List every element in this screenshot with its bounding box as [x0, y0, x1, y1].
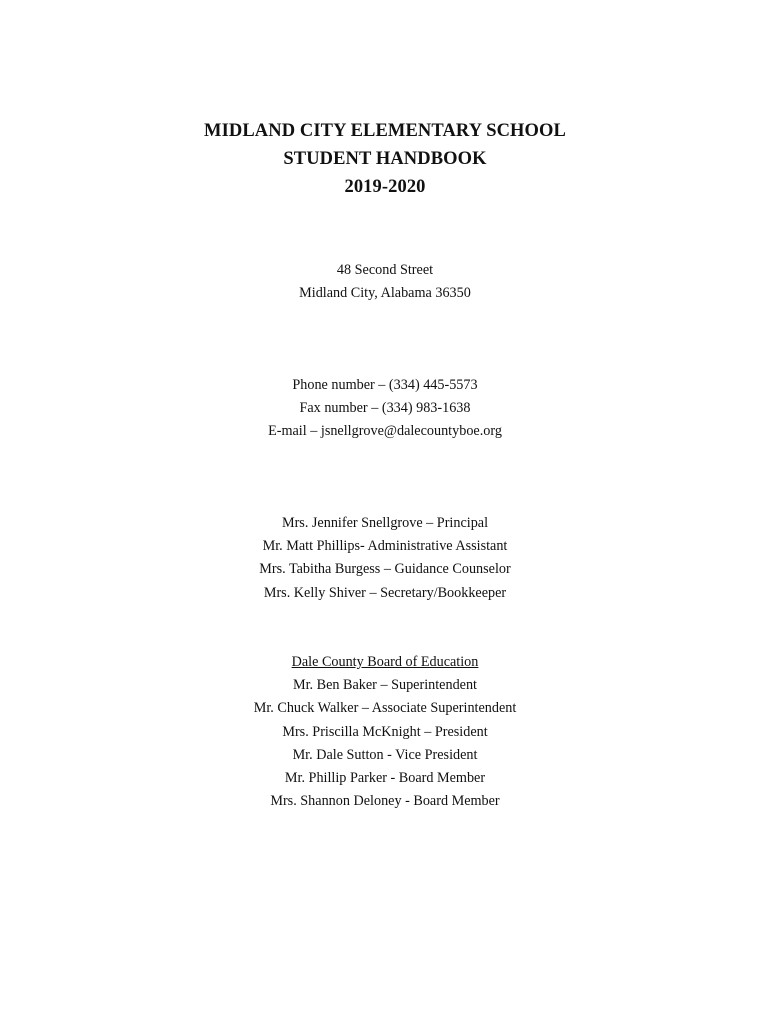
address-block — [0, 259, 770, 305]
school-name: MIDLAND CITY ELEMENTARY SCHOOL — [204, 121, 566, 141]
fax-number: Fax number – (334) 983-1638 — [299, 400, 471, 417]
school-year: 2019-2020 — [344, 177, 426, 197]
document-title: STUDENT HANDBOOK — [283, 149, 487, 169]
phone-number: Phone number – (334) 445-5573 — [292, 377, 478, 393]
city-state-zip: Midland City, Alabama 36350 — [299, 285, 471, 302]
street-address: 48 Second Street — [336, 262, 434, 278]
staff-item: Mrs. Kelly Shiver – Secretary/Bookkeeper — [263, 584, 507, 601]
board-member: Mr. Ben Baker – Superintendent — [292, 677, 477, 694]
board-member: Mr. Phillip Parker - Board Member — [284, 770, 486, 787]
board-member: Mr. Chuck Walker – Associate Superintendent — [253, 700, 517, 717]
staff-item: Mrs. Jennifer Snellgrove – Principal — [281, 515, 489, 531]
board-member: Mr. Dale Sutton - Vice President — [292, 746, 478, 763]
board-heading: Dale County Board of Education — [291, 654, 479, 670]
staff-list — [0, 512, 770, 605]
email-address: E-mail – jsnellgrove@dalecountyboe.org — [268, 423, 502, 440]
staff-item: Mrs. Tabitha Burgess – Guidance Counselor — [259, 561, 511, 578]
board-member: Mrs. Priscilla McKnight – President — [282, 723, 488, 740]
board-of-education-block — [0, 651, 770, 813]
staff-item: Mr. Matt Phillips- Administrative Assistant — [262, 538, 508, 555]
contact-block — [0, 374, 770, 444]
title-block — [0, 117, 770, 201]
board-member: Mrs. Shannon Deloney - Board Member — [270, 793, 500, 810]
